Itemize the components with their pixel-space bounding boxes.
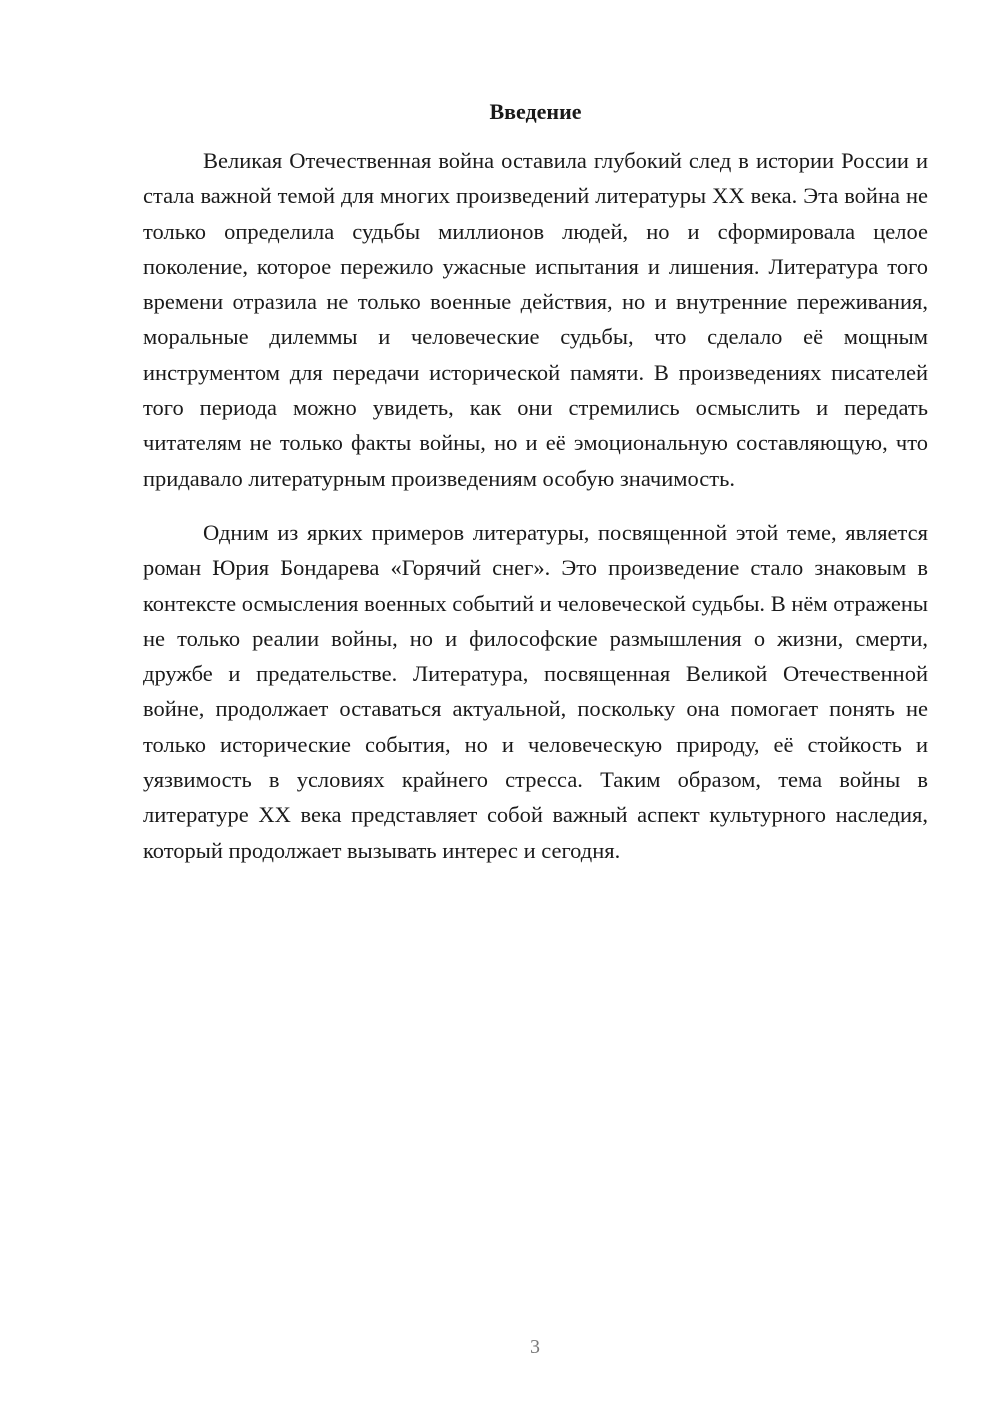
document-body xyxy=(143,143,928,868)
paragraph-2: Одним из ярких примеров литературы, посвященной этой теме, является роман Юрия Бондарева «Горячий снег». Это произведение стало знаковым в контексте осмысления военных событий и человеческой судьбы. В нём отражены не только реалии войны, но и философские размышления о жизни, смерти, дружбе и предательстве. Литература, посвященная Великой Отечественной войне, продолжает оставаться актуальной, поскольку она помогает понять не только исторические события, но и человеческую природу, её стойкость и уязвимость в условиях крайнего стресса. Таким образом, тема войны в литературе XX века представляет собой важный аспект культурного наследия, который продолжает вызывать интерес и сегодня. xyxy=(143,519,928,863)
page-number: 3 xyxy=(530,1336,540,1358)
paragraph-1: Великая Отечественная война оставила глубокий след в истории России и стала важной темой для многих произведений литературы XX века. Эта война не только определила судьбы миллионов людей, но и сформировала целое поколение, которое пережило ужасные испытания и лишения. Литература того времени отразила не только военные действия, но и внутренние переживания, моральные дилеммы и человеческие судьбы, что сделало её мощным инструментом для передачи исторической памяти. В произведениях писателей того периода можно увидеть, как они стремились осмыслить и передать читателям не только факты войны, но и её эмоциональную составляющую, что придавало литературным произведениям особую значимость. xyxy=(143,148,928,491)
section-heading: Введение xyxy=(489,99,582,124)
